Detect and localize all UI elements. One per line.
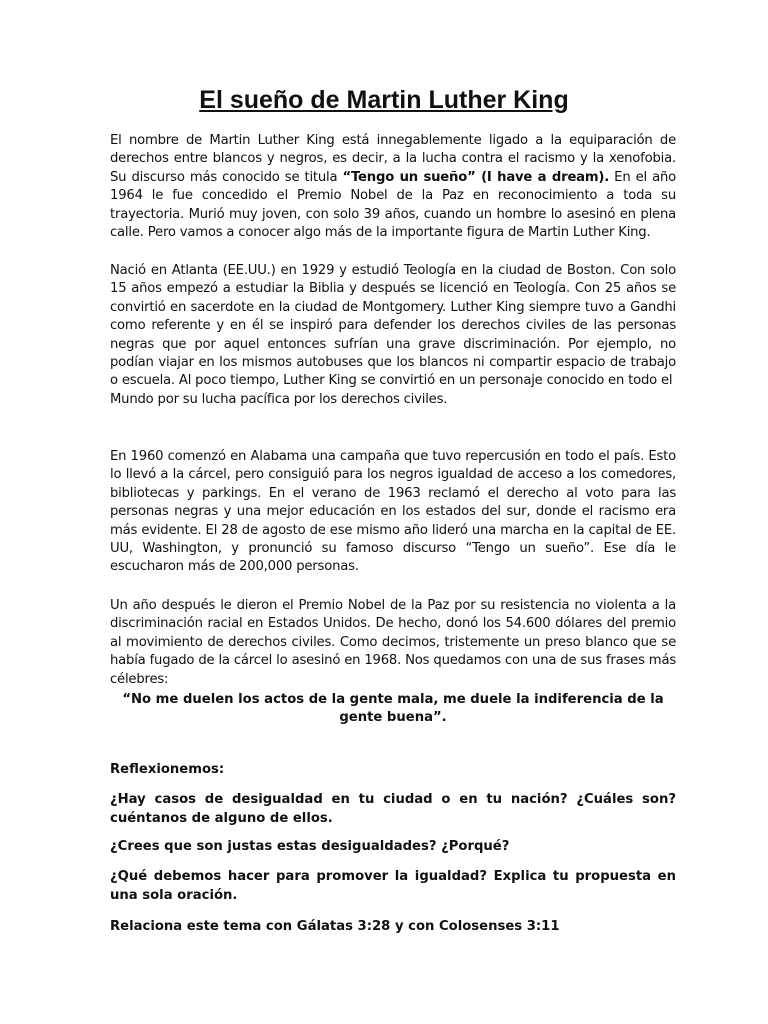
famous-quote: “No me duelen los actos de la gente mala, me duele la indiferencia de la gente buena”. xyxy=(122,692,664,726)
page-title: El sueño de Martin Luther King xyxy=(199,86,569,114)
reflection-heading: Reflexionemos: xyxy=(110,762,225,777)
intro-text-start: El nombre de Martin Luther King está innegablemente ligado a la equiparación de derechos entre blancos y negros, es decir, a la lucha contra el racismo y la xenofobia. Su discurso más conocido se titula xyxy=(110,133,676,185)
speech-title: “Tengo un sueño” (I have a dream). xyxy=(342,169,610,185)
paragraph-biography xyxy=(110,262,676,409)
biography-text-end: Mundo por su lucha pacífica por los derechos civiles. xyxy=(110,391,448,407)
question-3: ¿Qué debemos hacer para promover la igualdad? Explica tu propuesta en una sola oración. xyxy=(110,869,676,903)
campaign-text: En 1960 comenzó en Alabama una campaña que tuvo repercusión en todo el país. Esto lo llevó a la cárcel, pero consiguió para los negros igualdad de acceso a los comedores, bibliotecas y parkings. En el verano de 1963 reclamó el derecho al voto para las personas negras y una mejor educación en los estados del sur, donde el racismo era más evidente. El 28 de agosto de ese mismo año lideró una marcha en la capital de EE. UU, Washington, y pronunció su famoso discurso “Tengo un sueño”. Ese día le escucharon más de 200,000 personas. xyxy=(110,449,676,575)
biography-text: Nació en Atlanta (EE.UU.) en 1929 y estudió Teología en la ciudad de Boston. Con solo 15 años empezó a estudiar la Biblia y después se licenció en Teología. Con 25 años se convirtió en sacerdote en la ciudad de Montgomery. Luther King siempre tuvo a Gandhi como referente y en él se inspiró para defender los derechos civiles de las personas negras que por aquel entonces sufrían una grave discriminación. Por ejemplo, no podían viajar en los mismos autobuses que los blancos ni compartir espacio de trabajo o escuela. Al poco tiempo, Luther King se convirtió en un personaje conocido en todo el xyxy=(110,263,676,389)
paragraph-intro xyxy=(110,132,676,242)
question-2: ¿Crees que son justas estas desigualdades? ¿Porqué? xyxy=(110,839,510,854)
nobel-text: Un año después le dieron el Premio Nobel de la Paz por su resistencia no violenta a la discriminación racial en Estados Unidos. De hecho, donó los 54.600 dólares del premio al movimiento de derechos civiles. Como decimos, tristemente un preso blanco que se había fugado de la cárcel lo asesinó en 1968. Nos quedamos con una de sus frases más célebres: xyxy=(110,598,676,687)
paragraph-nobel xyxy=(110,597,676,689)
question-1: ¿Hay casos de desigualdad en tu ciudad o en tu nación? ¿Cuáles son? cuéntanos de alguno de ellos. xyxy=(110,792,676,826)
intro-text-end: En el año 1964 le fue concedido el Premio Nobel de la Paz en reconocimiento a toda su trayectoria. Murió muy joven, con solo 39 años, cuando un hombre lo asesinó en plena calle. Pero vamos a conocer algo más de la importante figura de Martin Luther King. xyxy=(110,169,676,241)
question-4: Relaciona este tema con Gálatas 3:28 y con Colosenses 3:11 xyxy=(110,919,560,934)
paragraph-campaign xyxy=(110,448,676,577)
